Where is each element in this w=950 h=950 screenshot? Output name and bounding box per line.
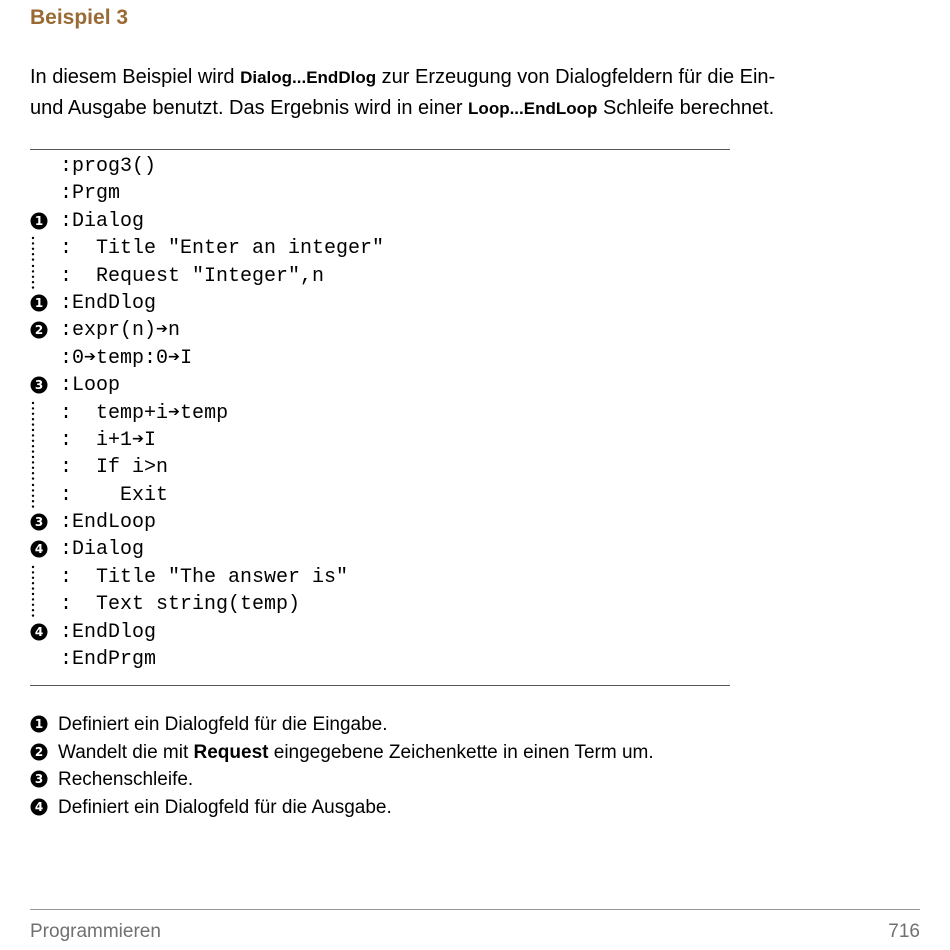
- continuation-dots-icon: [31, 591, 35, 618]
- note-text-part: Wandelt die mit: [58, 741, 194, 763]
- code-bottom-rule: [30, 685, 730, 686]
- code-line: [30, 427, 730, 454]
- note-text-part: Definiert ein Dialogfeld für die Ausgabe.: [58, 796, 392, 818]
- step-marker-icon: [30, 376, 48, 394]
- step-marker-icon: [30, 540, 48, 558]
- note-text: [58, 739, 654, 767]
- code-line: [30, 536, 730, 563]
- svg-text:3: 3: [34, 772, 44, 787]
- svg-text:2: 2: [34, 744, 44, 759]
- continuation-dots-icon: [31, 400, 35, 427]
- code-text: :EndLoop: [60, 511, 157, 535]
- code-text: : i+1➔I: [60, 428, 157, 452]
- svg-text:3: 3: [34, 378, 44, 393]
- note-text: [58, 766, 193, 794]
- code-text: :0➔temp:0➔I: [60, 346, 193, 370]
- code-top-rule: [30, 149, 730, 150]
- code-line: [30, 591, 730, 618]
- footer-section-name: Programmieren: [30, 921, 161, 942]
- code-line: [30, 482, 730, 509]
- code-text: :EndPrgm: [60, 648, 157, 672]
- intro-command: Loop...EndLoop: [468, 99, 598, 118]
- code-text: : temp+i➔temp: [60, 401, 229, 425]
- code-line: [30, 290, 730, 317]
- note-item: [30, 711, 920, 739]
- notes-list: [30, 711, 920, 821]
- note-text-part: Rechenschleife.: [58, 769, 194, 790]
- code-line: [30, 180, 730, 207]
- code-text: :EndDlog: [60, 620, 157, 644]
- step-marker-icon: [30, 623, 48, 641]
- code-text: :Dialog: [60, 538, 145, 562]
- code-line: [30, 345, 730, 372]
- svg-text:4: 4: [34, 799, 44, 814]
- intro-text: und Ausgabe benutzt. Das Ergebnis wird in einer: [30, 97, 469, 119]
- continuation-dots-icon: [31, 263, 35, 290]
- code-line: [30, 509, 730, 536]
- note-item: [30, 794, 920, 822]
- intro-command: Dialog...EndDlog: [240, 68, 377, 87]
- code-line: [30, 235, 730, 262]
- code-text: :EndDlog: [60, 291, 157, 315]
- step-marker-icon: [30, 321, 48, 339]
- svg-text:3: 3: [34, 515, 44, 530]
- code-listing: [30, 153, 730, 673]
- code-text: : Title "The answer is": [60, 565, 349, 589]
- code-text: : Title "Enter an integer": [60, 237, 385, 261]
- code-line: [30, 646, 730, 673]
- code-text: :expr(n)➔n: [60, 319, 181, 343]
- step-marker-icon: [30, 513, 48, 531]
- page-number: 716: [888, 921, 920, 942]
- code-text: : If i>n: [60, 456, 169, 480]
- code-line: [30, 372, 730, 399]
- code-text: :Loop: [60, 374, 121, 398]
- note-text-part: eingegebene Zeichenkette in einen Term um.: [268, 741, 654, 763]
- footer-rule: [30, 909, 920, 910]
- code-line: [30, 400, 730, 427]
- code-line: [30, 263, 730, 290]
- note-command: Request: [193, 741, 269, 763]
- note-item: [30, 766, 920, 794]
- continuation-dots-icon: [31, 564, 35, 591]
- svg-text:4: 4: [34, 542, 44, 557]
- code-text: : Exit: [60, 483, 169, 507]
- code-line: [30, 619, 730, 646]
- code-text: :prog3(): [60, 155, 157, 178]
- code-line: [30, 153, 730, 180]
- svg-text:1: 1: [34, 717, 44, 732]
- code-line: [30, 454, 730, 481]
- continuation-dots-icon: [31, 454, 35, 481]
- intro-text: zur Erzeugung von Dialogfeldern für die Ein-: [376, 66, 776, 88]
- svg-text:4: 4: [34, 624, 44, 639]
- intro-text: In diesem Beispiel wird: [30, 66, 241, 88]
- continuation-dots-icon: [31, 482, 35, 509]
- svg-text:1: 1: [34, 296, 44, 311]
- note-text: [58, 711, 388, 739]
- code-line: [30, 208, 730, 235]
- code-text: : Text string(temp): [60, 593, 301, 617]
- note-text: [58, 794, 392, 822]
- code-text: :Prgm: [60, 182, 121, 206]
- svg-text:2: 2: [34, 323, 44, 338]
- code-line: [30, 564, 730, 591]
- intro-paragraph: [30, 62, 920, 124]
- note-text-part: Definiert ein Dialogfeld für die Eingabe.: [58, 714, 388, 735]
- code-line: [30, 317, 730, 344]
- step-marker-icon: [30, 770, 48, 788]
- step-marker-icon: [30, 743, 48, 761]
- continuation-dots-icon: [31, 427, 35, 454]
- code-text: :Dialog: [60, 209, 145, 233]
- section-heading: Beispiel 3: [30, 6, 129, 29]
- intro-text: Schleife berechnet.: [597, 97, 775, 119]
- code-text: : Request "Integer",n: [60, 264, 325, 288]
- step-marker-icon: [30, 715, 48, 733]
- note-item: [30, 739, 920, 767]
- step-marker-icon: [30, 798, 48, 816]
- step-marker-icon: [30, 294, 48, 312]
- step-marker-icon: [30, 212, 48, 230]
- svg-text:1: 1: [34, 213, 44, 228]
- continuation-dots-icon: [31, 235, 35, 262]
